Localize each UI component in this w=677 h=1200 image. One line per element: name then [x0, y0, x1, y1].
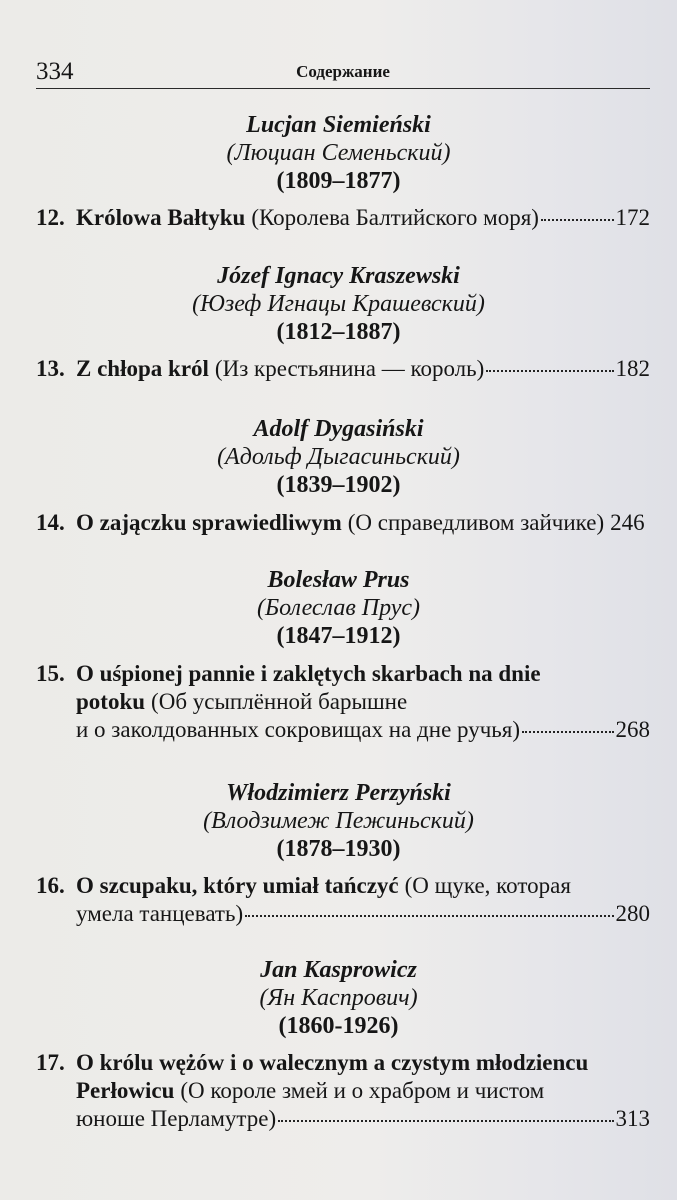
author-name-latin: Lucjan Siemieński: [246, 112, 431, 138]
author-block: [0, 566, 677, 650]
author-name-latin: Józef Ignacy Kraszewski: [217, 263, 460, 289]
running-title: Содержание: [296, 62, 390, 81]
entry-title-russian: (Об усыплённой барышне: [151, 689, 408, 714]
dot-leader: [541, 219, 614, 221]
entry-title-russian-continued: юноше Перламутре): [76, 1106, 277, 1131]
toc-entry[interactable]: [36, 204, 650, 232]
author-name-cyrillic: (Болеслав Прус): [256, 595, 421, 621]
entry-page-number: 182: [615, 356, 650, 381]
author-block: [0, 262, 677, 346]
entry-title-polish: O zajączku sprawiedliwym: [76, 510, 342, 535]
author-name-latin: Adolf Dygasiński: [253, 416, 424, 442]
author-name-latin: Bolesław Prus: [267, 567, 410, 593]
entry-title-russian: (О короле змей и о храбром и чистом: [180, 1078, 545, 1103]
page-header: [36, 58, 650, 89]
entry-title-polish: Z chłopa król: [76, 356, 209, 381]
entry-title-polish: O uśpionej pannie i zaklętych skarbach na dnie: [76, 661, 541, 686]
entry-title-polish-continued: Perłowicu: [76, 1078, 175, 1103]
entry-page-number: 268: [615, 717, 650, 742]
entry-page-number: 172: [615, 205, 650, 230]
author-years: (1860-1926): [278, 1013, 399, 1039]
entry-title-russian-continued: умела танцевать): [76, 901, 244, 926]
author-block: [0, 415, 677, 499]
entry-title-polish: O królu wężów i o walecznym a czystym młodziencu: [76, 1050, 589, 1075]
toc-entry[interactable]: [36, 509, 650, 537]
author-years: (1809–1877): [276, 168, 401, 194]
entry-title-russian-continued: и о заколдованных сокровищах на дне ручья): [76, 717, 521, 742]
author-name-latin: Włodzimierz Perzyński: [226, 780, 451, 806]
author-years: (1812–1887): [276, 319, 401, 345]
page-number: 334: [36, 58, 74, 85]
author-name-latin: Jan Kasprowicz: [260, 957, 417, 983]
author-name-cyrillic: (Ян Каспрович): [259, 985, 418, 1011]
entry-title-polish-continued: potoku: [76, 689, 146, 714]
entry-page-number: 280: [615, 901, 650, 926]
author-block: [0, 111, 677, 195]
toc-entry[interactable]: [36, 660, 650, 744]
dot-leader: [278, 1120, 613, 1122]
dot-leader: [522, 731, 613, 733]
entry-page-number: 313: [615, 1106, 650, 1131]
entry-number: 14.: [36, 510, 65, 535]
author-years: (1839–1902): [276, 472, 401, 498]
toc-entry[interactable]: [36, 355, 650, 383]
entry-title-polish: Królowa Bałtyku: [76, 205, 246, 230]
author-name-cyrillic: (Люциан Семеньский): [226, 140, 451, 166]
entry-number: 17.: [36, 1050, 65, 1075]
entry-page-number: 246: [610, 510, 645, 535]
author-name-cyrillic: (Адольф Дыгасиньский): [217, 444, 460, 470]
entry-number: 15.: [36, 661, 65, 686]
entry-title-russian: (Королева Балтийского моря): [251, 205, 539, 230]
entry-number: 16.: [36, 873, 65, 898]
entry-title-polish: O szcupaku, który umiał tańczyć: [76, 873, 399, 898]
entry-number: 12.: [36, 205, 65, 230]
author-years: (1878–1930): [276, 836, 401, 862]
dot-leader: [245, 915, 613, 917]
entry-title-russian: (Из крестьянина — король): [214, 356, 485, 381]
author-name-cyrillic: (Юзеф Игнацы Крашевский): [192, 291, 485, 317]
author-block: [0, 956, 677, 1040]
author-block: [0, 779, 677, 863]
author-name-cyrillic: (Влодзимеж Пежиньский): [203, 808, 474, 834]
entry-title-russian: (О справедливом зайчике): [347, 510, 605, 535]
entry-title-russian: (О щуке, которая: [404, 873, 571, 898]
toc-entry[interactable]: [36, 872, 650, 928]
entry-number: 13.: [36, 356, 65, 381]
author-years: (1847–1912): [276, 623, 401, 649]
dot-leader: [486, 370, 613, 372]
toc-entry[interactable]: [36, 1049, 650, 1133]
